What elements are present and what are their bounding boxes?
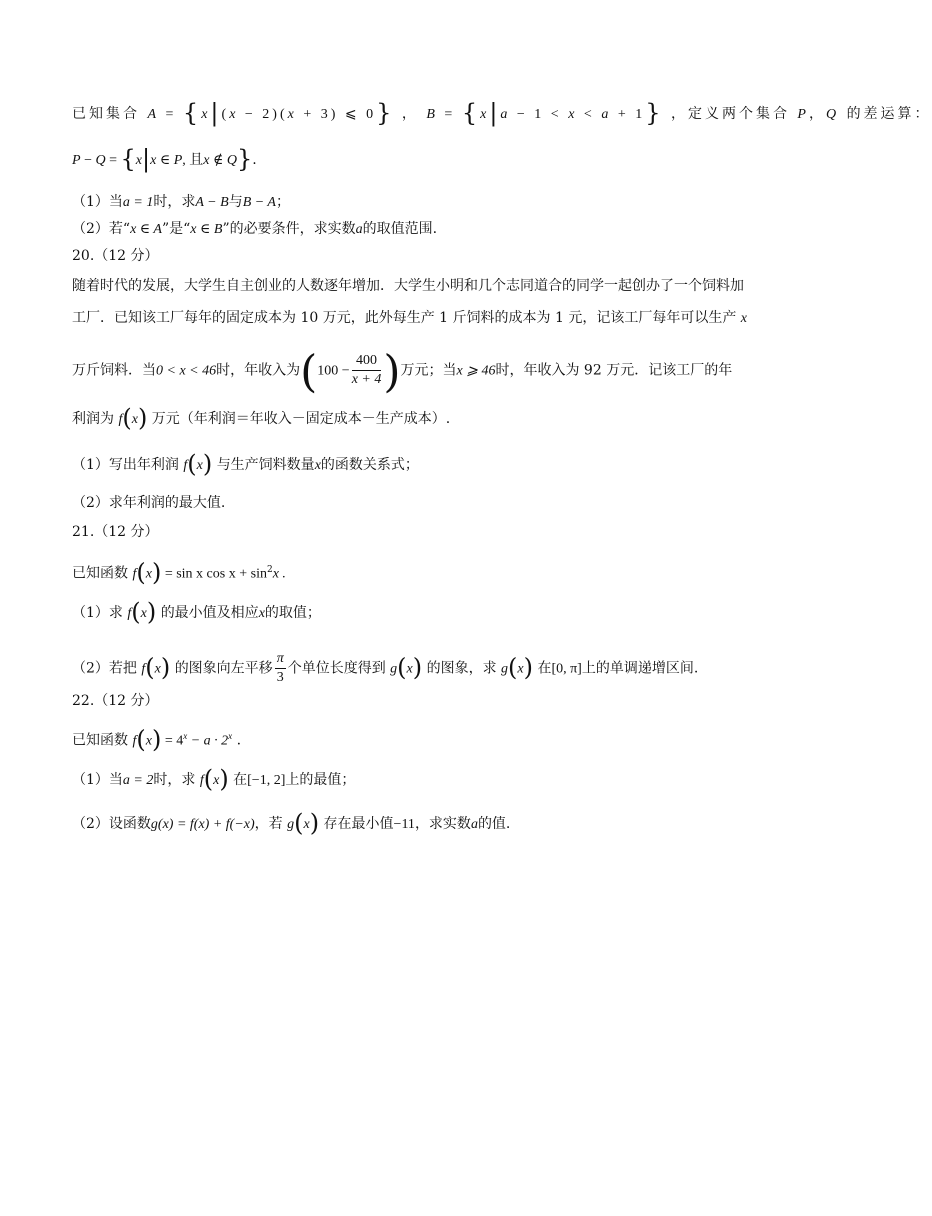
q20-frac-num: 400 (352, 352, 382, 371)
q20-text1: 随着时代的发展，大学生自主创业的人数逐年增加．大学生小明和几个志同道合的同学一起创办了一个饲料加 (72, 278, 744, 294)
q20-text4-a: 利润为 (72, 411, 114, 427)
q20-fraction (352, 352, 382, 389)
set-a-symbol: A (147, 107, 160, 122)
q22-p2-b: ，若 (254, 816, 283, 832)
q19-p2-label: （2）若“ (72, 221, 131, 237)
q20-text3-cond: 0 < x < 46 (156, 363, 217, 379)
q19-intro-line: 已知集合 A = {x|(x − 2)(x + 3) ⩽ 0} ， B = {x|a − 1 < x < a + 1} ，定义两个集合 P，Q 的差运算： (72, 99, 932, 127)
q20-text3-b: 时，年收入为 (216, 362, 301, 379)
q21-p1-a: （1）求 (72, 605, 123, 621)
q21-func: sin x cos x + sin (176, 566, 267, 582)
q21-func-exp: 2 (266, 565, 273, 575)
q21-frac-den: 3 (276, 670, 284, 685)
q21-p2-b: 的图象向左平移 (174, 660, 273, 677)
q22-p2-var: a (470, 817, 478, 832)
set-b-symbol: B (426, 107, 438, 122)
q20-text3-d: 时，年收入为 92 万元．记该工厂的年 (495, 362, 733, 379)
q22-p1-c: 在 (233, 772, 248, 788)
q22-func-sup2: x (228, 731, 233, 741)
q20-text4: 利润为 f(x) 万元（年利润＝年收入－固定成本－生产成本）. (72, 404, 451, 432)
q21-p2-c: 个单位长度得到 (287, 660, 386, 677)
set-q-symbol: Q (825, 107, 840, 122)
q21-function: 已知函数 f(x) = sin x $\cos x + \sin^2x$ . (72, 558, 286, 587)
q19-p1-end: ； (276, 194, 290, 210)
q21-func-tail: x . (272, 566, 286, 582)
q19-p1-cond: a = 1 (122, 195, 154, 210)
q22-interval: [−1, 2] (247, 773, 286, 788)
q22-p2-a: （2）设函数 (72, 816, 151, 832)
q22-p2-c: 存在最小值 (323, 816, 394, 832)
set-p-symbol: P (797, 107, 809, 122)
q19-p2-cond1: x ∈ A (130, 222, 162, 237)
q19-p2-tail: ”的必要条件，求实数 (222, 221, 356, 237)
q19-def-tail: . (252, 152, 257, 168)
q21-p2-e: 在 (537, 660, 552, 677)
q19-p2-end: 的取值范围. (362, 221, 438, 237)
q21-part1: （1）求 f(x) 的最小值及相应x的取值； (72, 598, 321, 626)
q22-function: 已知函数 $f(x) = 4^x - a \cdot 2^x$ . (72, 725, 242, 754)
q22-func-b: − a · 2 (187, 733, 229, 749)
q19-define-text: ，定义两个集合 (670, 106, 790, 122)
q21-p1-c: 的取值； (264, 605, 321, 621)
q22-p2-e: 的值. (477, 816, 511, 832)
q22-text1: 已知函数 (72, 732, 128, 749)
q20-frac-den: x + 4 (351, 372, 382, 387)
q20-frac-lead: 100 − (317, 363, 350, 379)
q20-text2-var: x (740, 311, 747, 326)
q20-text2 (72, 308, 747, 329)
q22-part2: （2）设函数g(x) = f(x) + f(−x)，若 g(x) 存在最小值−11，求实数a的值. (72, 809, 511, 837)
q22-p2-min: −11 (393, 817, 415, 832)
q22-header: 22.（12 分） (72, 693, 159, 709)
q20-p1-b: 与生产饲料数量 (216, 457, 315, 473)
q21-p2-f: 上的单调递增区间. (581, 660, 699, 677)
q20-text3: 万斤饲料．当0 < x < 46时，年收入为(100 − $\frac{400}{x + 4}$ )万元；当x ⩾ 46时，年收入为 92 万元．记该工厂的年 (72, 346, 733, 398)
q21-fraction (275, 650, 286, 687)
q19-p2-mid: ”是“ (161, 221, 191, 237)
q19-p2-var: a (355, 222, 363, 237)
q20-text3-cond2: x ⩾ 46 (456, 363, 496, 379)
q20-text3-a: 万斤饲料．当 (72, 362, 156, 379)
q20-p1-c: 的函数关系式； (320, 457, 419, 473)
q19-p1-label: （1）当 (72, 194, 123, 210)
q19-part2 (72, 219, 437, 240)
q22-p1-d: 上的最值； (285, 772, 356, 788)
q21-p2-d: 的图象，求 (426, 660, 497, 677)
q22-p1-cond: a = 2 (122, 773, 154, 788)
q22-func-sup1: x (183, 731, 188, 741)
q20-header: 20.（12 分） (72, 248, 159, 264)
q21-p1-b: 的最小值及相应 (160, 605, 259, 621)
q22-p1-b: 时，求 (153, 772, 196, 788)
q21-frac-num: π (275, 650, 286, 669)
q22-p2-d: ，求实数 (414, 816, 471, 832)
q21-text1: 已知函数 (72, 565, 128, 582)
q20-text4-b: 万元（年利润＝年收入－固定成本－生产成本）. (151, 411, 451, 427)
q22-part1: （1）当a = 2时，求 f(x) 在[−1, 2]上的最值； (72, 765, 356, 793)
q21-interval: [0, π] (551, 661, 582, 677)
q22-func-end: . (232, 732, 242, 749)
q20-part2: （2）求年利润的最大值. (72, 495, 226, 511)
q19-p1-expr2: B − A (242, 195, 276, 210)
q22-p1-a: （1）当 (72, 772, 123, 788)
q19-p2-cond2: x ∈ B (190, 222, 223, 237)
q20-text3-c: 万元；当 (400, 362, 457, 379)
q22-func-a: 4 (176, 733, 184, 749)
q21-part2: （2）若把 f(x) 的图象向左平移 $\frac{\pi}{3}$ 个单位长度得到 g(x) 的图象，求 g(x) 在[0, π]上的单调递增区间. (72, 651, 699, 685)
q19-intro-text: 已知集合 (72, 106, 140, 122)
q19-part1 (72, 192, 290, 213)
q19-p1-expr1: A − B (195, 195, 229, 210)
q19-comma2: ， (808, 106, 826, 122)
q19-diff-text: 的差运算： (846, 106, 932, 122)
q19-p1-and: 与 (228, 194, 243, 210)
q19-p1-mid: 时，求 (153, 194, 196, 210)
q22-p2-expr: g(x) = f(x) + f(−x) (150, 817, 255, 832)
q21-p2-a: （2）若把 (72, 660, 137, 677)
q19-comma: ， (401, 106, 419, 122)
q20-p1-a: （1）写出年利润 (72, 457, 179, 473)
q21-header: 21.（12 分） (72, 524, 159, 540)
q20-part1: （1）写出年利润 f(x) 与生产饲料数量x的函数关系式； (72, 450, 419, 478)
q20-text2-body: 工厂．已知该工厂每年的固定成本为 10 万元，此外每生产 1 斤饲料的成本为 1 元，记该工厂每年可以生产 (72, 310, 737, 326)
q19-definition-line: P − Q = {x|x ∈ P, 且x ∉ Q}. (72, 145, 257, 173)
